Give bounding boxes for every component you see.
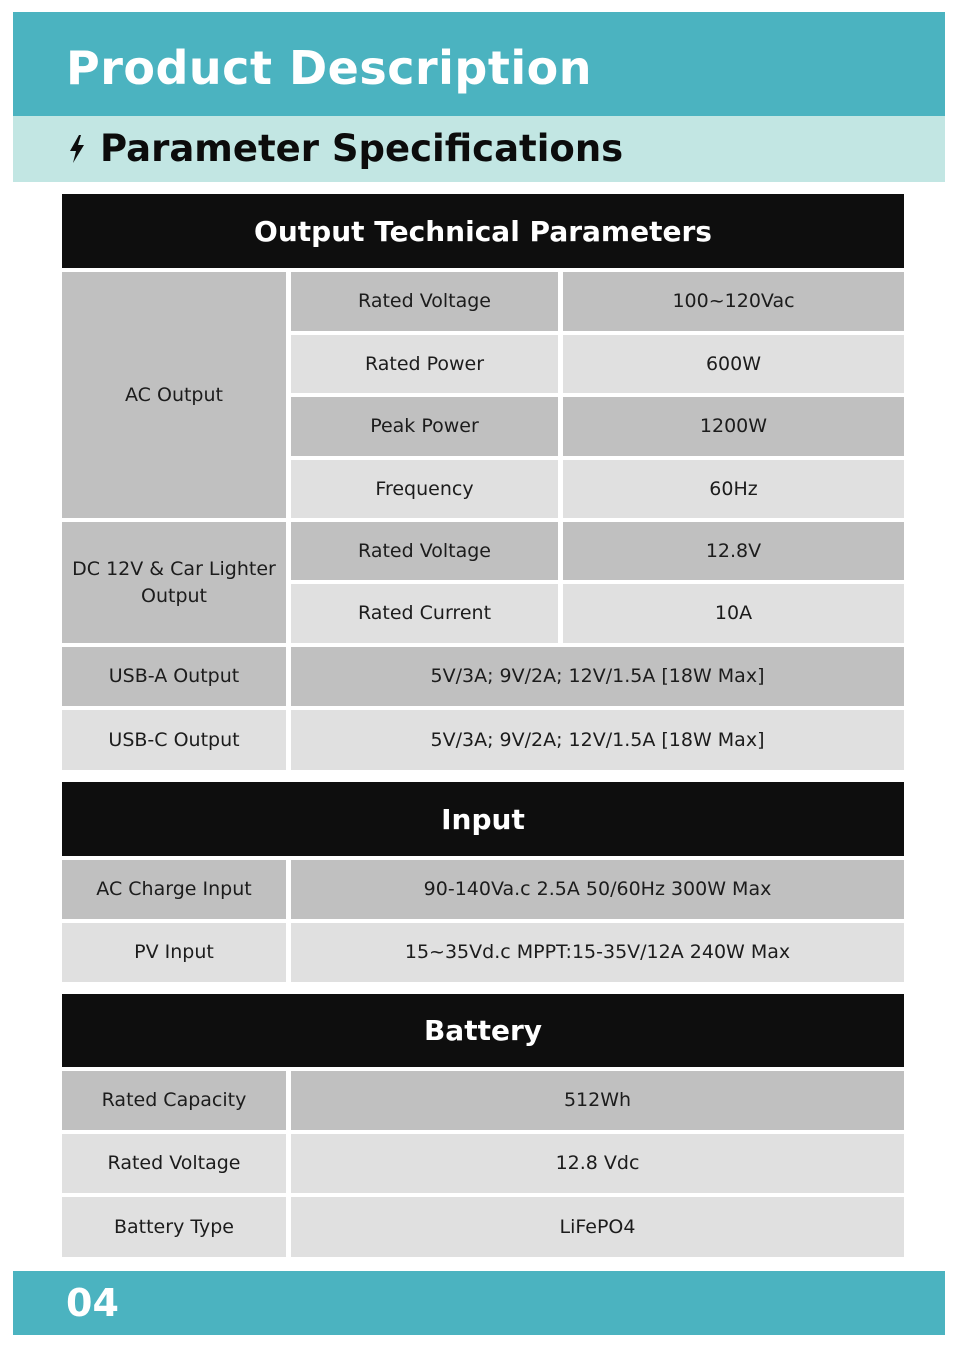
section-header bbox=[13, 116, 945, 182]
page-footer bbox=[13, 1271, 945, 1335]
rated-capacity-value: 512Wh bbox=[291, 1071, 904, 1130]
ac-frequency-value: 60Hz bbox=[563, 460, 904, 518]
lightning-bolt-icon bbox=[68, 135, 86, 163]
page-number: 04 bbox=[66, 1281, 119, 1325]
battery-type-value: LiFePO4 bbox=[291, 1197, 904, 1257]
ac-rated-voltage-label: Rated Voltage bbox=[291, 272, 558, 331]
ac-charge-input-label: AC Charge Input bbox=[62, 860, 286, 919]
ac-rated-power-label: Rated Power bbox=[291, 335, 558, 393]
battery-type-label: Battery Type bbox=[62, 1197, 286, 1257]
ac-peak-power-label: Peak Power bbox=[291, 397, 558, 456]
ac-rated-power-value: 600W bbox=[563, 335, 904, 393]
battery-rated-voltage-label: Rated Voltage bbox=[62, 1134, 286, 1193]
ac-charge-input-value: 90-140Va.c 2.5A 50/60Hz 300W Max bbox=[291, 860, 904, 919]
ac-rated-voltage-value: 100~120Vac bbox=[563, 272, 904, 331]
battery-table-title: Battery bbox=[62, 994, 904, 1067]
output-table-title: Output Technical Parameters bbox=[62, 194, 904, 268]
usb-a-output-value: 5V/3A; 9V/2A; 12V/1.5A [18W Max] bbox=[291, 647, 904, 706]
battery-table bbox=[62, 994, 904, 1257]
dc-rated-current-value: 10A bbox=[563, 584, 904, 643]
input-table bbox=[62, 782, 904, 982]
dc-output-label: DC 12V & Car Lighter Output bbox=[62, 522, 286, 643]
input-table-title: Input bbox=[62, 782, 904, 856]
output-parameters-table bbox=[62, 194, 904, 770]
usb-c-output-value: 5V/3A; 9V/2A; 12V/1.5A [18W Max] bbox=[291, 710, 904, 770]
pv-input-value: 15~35Vd.c MPPT:15-35V/12A 240W Max bbox=[291, 923, 904, 982]
usb-c-output-label: USB-C Output bbox=[62, 710, 286, 770]
ac-output-label: AC Output bbox=[62, 272, 286, 518]
usb-a-output-label: USB-A Output bbox=[62, 647, 286, 706]
battery-rated-voltage-value: 12.8 Vdc bbox=[291, 1134, 904, 1193]
pv-input-label: PV Input bbox=[62, 923, 286, 982]
dc-rated-voltage-label: Rated Voltage bbox=[291, 522, 558, 580]
page-header bbox=[13, 12, 945, 116]
rated-capacity-label: Rated Capacity bbox=[62, 1071, 286, 1130]
ac-frequency-label: Frequency bbox=[291, 460, 558, 518]
dc-rated-current-label: Rated Current bbox=[291, 584, 558, 643]
ac-peak-power-value: 1200W bbox=[563, 397, 904, 456]
dc-rated-voltage-value: 12.8V bbox=[563, 522, 904, 580]
page-title: Product Description bbox=[66, 41, 592, 95]
section-title: Parameter Specifications bbox=[100, 127, 624, 170]
